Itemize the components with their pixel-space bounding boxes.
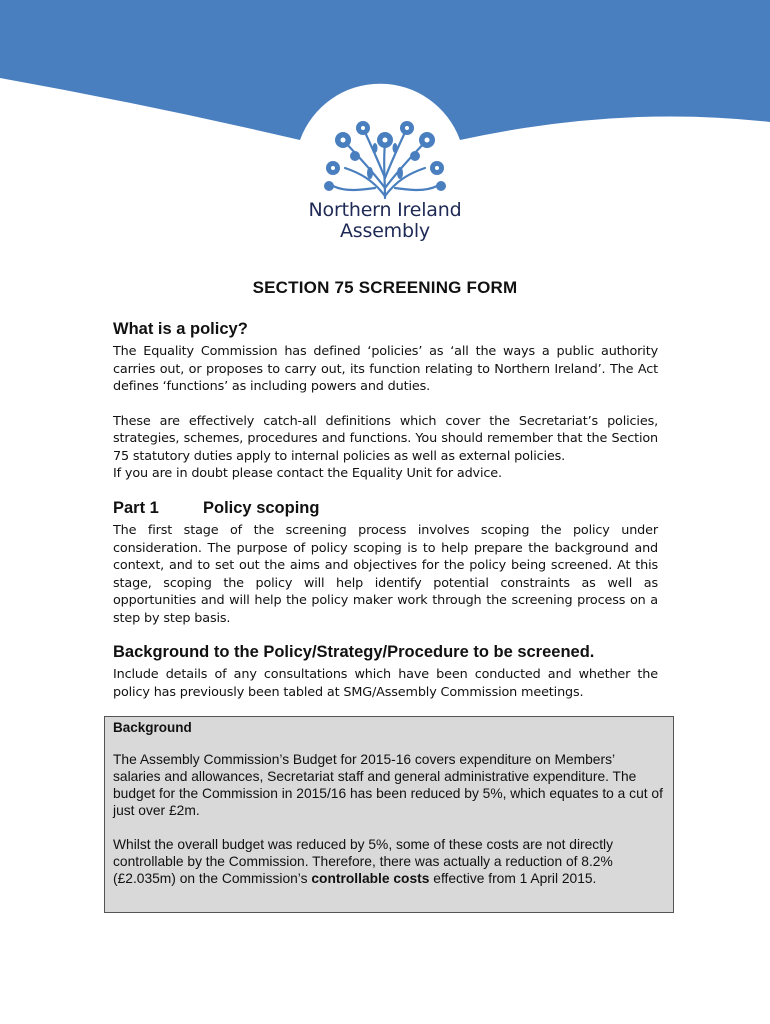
background-box-para1: The Assembly Commission’s Budget for 2015-16 covers expenditure on Members’ salaries and allowances, Secretariat staff and general administrative expenditure. The budget for the Commission in 2015/16 has been reduced by 5%, which equates to a cut of just over £2m. [113, 752, 663, 818]
logo-text-line2: Assembly [340, 220, 430, 242]
background-para: Include details of any consultations which have been conducted and whether the policy has previously been tabled at SMG/Assembly Commission meetings. [113, 667, 658, 700]
logo-text-line1: Northern Ireland [308, 199, 462, 221]
background-section [113, 643, 658, 701]
part1-title: Policy scoping [203, 499, 320, 517]
flax-flower-emblem-icon [315, 118, 455, 200]
what-is-policy-para2 [113, 413, 658, 483]
background-box-title: Background [113, 720, 192, 735]
background-box-para2-end: effective from 1 April 2015. [429, 871, 597, 886]
background-heading: Background to the Policy/Strategy/Procedure to be screened. [113, 643, 595, 661]
background-box [104, 716, 674, 913]
document-title: SECTION 75 SCREENING FORM [252, 278, 518, 297]
what-is-policy-para2-line2: If you are in doubt please contact the Equality Unit for advice. [113, 466, 502, 481]
controllable-costs-emphasis: controllable costs [311, 871, 430, 886]
what-is-policy-section [113, 320, 658, 483]
part1-heading [113, 499, 658, 518]
background-box-para2-start: Whilst the overall budget was reduced by 5%, some of these costs are not directly controllable by the Commission. Therefore, there was actually a reduction of 8.2% (£2.035m) on the Commission’s [113, 837, 614, 886]
what-is-policy-para2-line1: These are effectively catch-all definitions which cover the Secretariat’s policies, strategies, schemes, procedures and functions. You should remember that the Section 75 statutory duties apply to internal policies as well as external policies. [113, 413, 658, 464]
part1-section [113, 499, 658, 627]
background-box-para2 [113, 836, 665, 887]
part1-para: The first stage of the screening process involves scoping the policy under consideration. The purpose of policy scoping is to help prepare the background and context, and to set out the aims and objectives for the policy being screened. At this stage, scoping the policy will help identify potential constraints as well as opportunities and will help the policy maker work through the screening process on a step by step basis. [113, 523, 658, 626]
what-is-policy-heading: What is a policy? [113, 320, 248, 338]
logo [300, 118, 470, 258]
part1-number: Part 1 [113, 499, 159, 517]
what-is-policy-para1: The Equality Commission has defined ‘policies’ as ‘all the ways a public authority carries out, or proposes to carry out, its function relating to Northern Ireland’. The Act defines ‘functions’ as including powers and duties. [113, 344, 658, 394]
